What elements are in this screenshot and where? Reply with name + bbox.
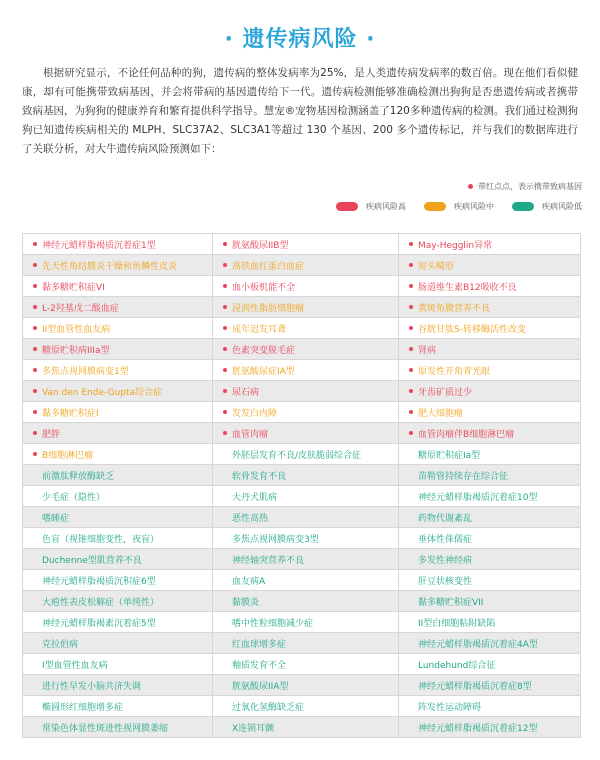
disease-name: 胱氨酸尿IIB型 bbox=[232, 240, 289, 251]
disease-cell-content bbox=[33, 700, 212, 713]
legend-label-mid: 疾病风险中 bbox=[454, 202, 494, 211]
table-row bbox=[23, 717, 581, 738]
table-row bbox=[23, 465, 581, 486]
disease-name: 肾病 bbox=[418, 345, 437, 356]
disease-cell-content bbox=[223, 700, 398, 713]
disease-name: 高铁血红蛋白血症 bbox=[232, 261, 305, 272]
disease-name: L-2羟基戊二酸血症 bbox=[42, 303, 119, 314]
disease-cell-content bbox=[33, 385, 212, 398]
disease-name: 少毛症（隐性） bbox=[42, 492, 106, 503]
disease-cell bbox=[399, 654, 581, 675]
table-row bbox=[23, 612, 581, 633]
disease-cell-content bbox=[409, 637, 580, 650]
table-row bbox=[23, 255, 581, 276]
table-row bbox=[23, 444, 581, 465]
disease-cell-content bbox=[33, 574, 212, 587]
disease-name: 嗜中性粒细胞减少症 bbox=[232, 618, 314, 629]
disease-cell-content bbox=[223, 238, 398, 251]
disease-cell bbox=[23, 696, 213, 717]
disease-cell-content bbox=[33, 406, 212, 419]
disease-name: 糖原贮积症Ia型 bbox=[418, 450, 481, 461]
disease-name: Duchenne型肌营养不良 bbox=[42, 555, 142, 566]
legend-item-high bbox=[336, 201, 406, 212]
disease-name: 胱氨酸尿症IA型 bbox=[232, 366, 295, 377]
carrier-dot-icon bbox=[409, 305, 413, 309]
disease-cell bbox=[399, 612, 581, 633]
disease-cell bbox=[399, 381, 581, 402]
table-row bbox=[23, 318, 581, 339]
disease-cell-content bbox=[33, 469, 212, 482]
carrier-dot-icon bbox=[33, 305, 37, 309]
disease-cell bbox=[213, 717, 399, 738]
disease-cell-content bbox=[409, 490, 580, 503]
disease-cell-content bbox=[33, 238, 212, 251]
disease-cell-content bbox=[33, 553, 212, 566]
disease-name: 多焦点视网膜病变1型 bbox=[42, 366, 129, 377]
carrier-dot-icon bbox=[409, 284, 413, 288]
disease-cell bbox=[23, 612, 213, 633]
disease-cell-content bbox=[409, 574, 580, 587]
legend-swatch-low bbox=[512, 202, 534, 211]
disease-name: 椭圆形红细胞增多症 bbox=[42, 702, 124, 713]
disease-cell-content bbox=[223, 595, 398, 608]
disease-name: Lundehund综合征 bbox=[418, 660, 496, 671]
disease-name: Van den Ende-Gupta综合症 bbox=[42, 387, 163, 398]
disease-cell-content bbox=[409, 259, 580, 272]
disease-cell bbox=[399, 696, 581, 717]
disease-cell-content bbox=[33, 679, 212, 692]
risk-legend bbox=[336, 201, 582, 212]
disease-cell-content bbox=[223, 301, 398, 314]
disease-name: II型白细胞粘附缺陷 bbox=[418, 618, 496, 629]
disease-name: 阵发性运动障碍 bbox=[418, 702, 482, 713]
disease-cell-content bbox=[223, 658, 398, 671]
disease-cell bbox=[399, 675, 581, 696]
disease-cell bbox=[213, 381, 399, 402]
intro-paragraph: 根据研究显示，不论任何品种的狗，遗传病的整体发病率为25%，是人类遗传病发病率的数百倍。现在他们看似健康，却有可能携带致病基因，并会将带病的基因遗传给下一代。遗传病检测能够准确检测出狗狗是否患遗传病或者携带致病基因，为狗狗的健康养育和繁育提供科学指导。慧宠®宠物基因检测涵盖了120多种遗传病的检测。我们通过检测狗狗已知遗传疾病相关的 MLPH、SLC37A2、SLC3A1等超过 130 个基因、200 多个遗传标记，并与我们的数据库进行了关联分析，对大牛遗传病风险预测如下： bbox=[22, 67, 578, 155]
disease-cell bbox=[399, 234, 581, 255]
disease-cell-content bbox=[223, 679, 398, 692]
disease-cell bbox=[399, 717, 581, 738]
disease-cell-content bbox=[409, 322, 580, 335]
disease-cell bbox=[399, 402, 581, 423]
disease-name: 尿石病 bbox=[232, 387, 260, 398]
page-title: · 遗传病风险 · bbox=[224, 27, 376, 52]
carrier-dot-icon bbox=[223, 326, 227, 330]
disease-cell bbox=[213, 297, 399, 318]
table-row bbox=[23, 675, 581, 696]
table-row bbox=[23, 486, 581, 507]
disease-cell bbox=[399, 255, 581, 276]
carrier-dot-icon bbox=[223, 431, 227, 435]
carrier-dot-icon bbox=[409, 347, 413, 351]
legend-item-mid bbox=[424, 201, 494, 212]
disease-cell bbox=[23, 549, 213, 570]
disease-name: 垂体性侏儒症 bbox=[418, 534, 473, 545]
table-row bbox=[23, 297, 581, 318]
disease-cell-content bbox=[409, 343, 580, 356]
disease-cell bbox=[23, 444, 213, 465]
disease-cell bbox=[23, 255, 213, 276]
disease-cell-content bbox=[223, 721, 398, 734]
carrier-dot-icon bbox=[33, 242, 37, 246]
disease-cell bbox=[23, 276, 213, 297]
disease-name: 神经元蜡样脂褐质沉着症1型 bbox=[42, 240, 156, 251]
disease-cell-content bbox=[409, 595, 580, 608]
disease-name: 嗜睡症 bbox=[42, 513, 70, 524]
disease-cell bbox=[399, 276, 581, 297]
disease-name: May-Hegglin异常 bbox=[418, 240, 493, 251]
disease-cell bbox=[399, 360, 581, 381]
disease-cell-content bbox=[33, 343, 212, 356]
disease-cell bbox=[23, 591, 213, 612]
disease-name: X连锁耳颤 bbox=[232, 723, 275, 734]
disease-name: I型血管性血友病 bbox=[42, 660, 108, 671]
disease-name: 谷胱甘肽S-转移酶活性改变 bbox=[418, 324, 526, 335]
legend-label-low: 疾病风险低 bbox=[542, 202, 582, 211]
disease-name: II型血管性血友病 bbox=[42, 324, 111, 335]
table-row bbox=[23, 339, 581, 360]
disease-cell bbox=[23, 318, 213, 339]
disease-name: 大丹犬肌病 bbox=[232, 492, 278, 503]
disease-name: 原发性开角青光眼 bbox=[418, 366, 491, 377]
carrier-note bbox=[468, 181, 582, 192]
disease-name: 成年迟发耳聋 bbox=[232, 324, 287, 335]
disease-cell bbox=[23, 234, 213, 255]
disease-cell bbox=[23, 654, 213, 675]
table-row bbox=[23, 591, 581, 612]
disease-name: 短头畸形 bbox=[418, 261, 455, 272]
disease-cell bbox=[399, 297, 581, 318]
disease-cell bbox=[23, 570, 213, 591]
disease-name: 血小板机能不全 bbox=[232, 282, 296, 293]
carrier-dot-icon bbox=[33, 284, 37, 288]
disease-name: 前激肽释放酶缺乏 bbox=[42, 471, 115, 482]
table-row bbox=[23, 633, 581, 654]
disease-cell bbox=[399, 444, 581, 465]
disease-cell-content bbox=[33, 616, 212, 629]
disease-name: 苗勒管持续存在综合征 bbox=[418, 471, 509, 482]
disease-cell-content bbox=[33, 364, 212, 377]
disease-name: 红血球增多症 bbox=[232, 639, 287, 650]
carrier-dot-icon bbox=[223, 410, 227, 414]
disease-cell bbox=[213, 444, 399, 465]
disease-name: B细胞淋巴瘤 bbox=[42, 450, 94, 461]
disease-cell bbox=[213, 675, 399, 696]
carrier-dot-icon bbox=[409, 368, 413, 372]
disease-cell-content bbox=[223, 322, 398, 335]
disease-cell bbox=[23, 423, 213, 444]
disease-name: 常染色体显性斑进性视网膜萎缩 bbox=[42, 723, 169, 734]
disease-name: 釉质发育不全 bbox=[232, 660, 287, 671]
table-row bbox=[23, 696, 581, 717]
legend-swatch-high bbox=[336, 202, 358, 211]
disease-cell-content bbox=[33, 427, 212, 440]
disease-name: 药物代谢紊乱 bbox=[418, 513, 473, 524]
carrier-dot-icon bbox=[33, 389, 37, 393]
disease-cell bbox=[213, 360, 399, 381]
disease-cell bbox=[399, 570, 581, 591]
disease-cell-content bbox=[409, 448, 580, 461]
disease-cell bbox=[399, 465, 581, 486]
disease-cell bbox=[213, 507, 399, 528]
disease-name: 胱氨酸尿IIA型 bbox=[232, 681, 289, 692]
disease-risk-table bbox=[22, 233, 581, 738]
disease-cell bbox=[399, 549, 581, 570]
carrier-dot-icon bbox=[33, 263, 37, 267]
disease-cell bbox=[213, 612, 399, 633]
disease-name: 血友病A bbox=[232, 576, 266, 587]
disease-cell bbox=[399, 423, 581, 444]
legend-item-low bbox=[512, 201, 582, 212]
disease-name: 血管肉瘤 bbox=[232, 429, 269, 440]
disease-name: 神经元蜡样脂褐质沉着症10型 bbox=[418, 492, 538, 503]
disease-cell-content bbox=[33, 490, 212, 503]
disease-name: 神经元蜡样脂褐质沉积症6型 bbox=[42, 576, 156, 587]
disease-cell-content bbox=[223, 280, 398, 293]
disease-cell-content bbox=[223, 553, 398, 566]
carrier-dot-icon bbox=[33, 326, 37, 330]
disease-name: 先天性角结膜炎干燥和鱼鳞性皮炎 bbox=[42, 261, 178, 272]
disease-name: 多焦点视网膜病变3型 bbox=[232, 534, 319, 545]
disease-cell bbox=[23, 360, 213, 381]
table-row bbox=[23, 507, 581, 528]
disease-name: 糖原贮积病IIIa型 bbox=[42, 345, 110, 356]
disease-cell-content bbox=[33, 595, 212, 608]
disease-cell bbox=[213, 528, 399, 549]
table-row bbox=[23, 360, 581, 381]
disease-cell-content bbox=[223, 490, 398, 503]
disease-cell-content bbox=[409, 658, 580, 671]
carrier-dot-icon bbox=[33, 347, 37, 351]
disease-cell-content bbox=[223, 385, 398, 398]
carrier-dot-icon bbox=[33, 368, 37, 372]
disease-cell-content bbox=[409, 721, 580, 734]
carrier-dot-icon bbox=[223, 242, 227, 246]
carrier-dot-icon bbox=[33, 452, 37, 456]
disease-cell-content bbox=[223, 532, 398, 545]
disease-name: 浸润性脂肪细胞瘤 bbox=[232, 303, 305, 314]
carrier-dot-icon bbox=[223, 347, 227, 351]
disease-name: 肠道维生素B12吸收不良 bbox=[418, 282, 517, 293]
disease-name: 色盲（视锥细胞变性，夜盲） bbox=[42, 534, 160, 545]
disease-name: 黏多糖贮积症VI bbox=[42, 282, 105, 293]
disease-name: 肥大细胞瘤 bbox=[418, 408, 464, 419]
disease-cell bbox=[23, 402, 213, 423]
disease-cell-content bbox=[223, 364, 398, 377]
disease-cell bbox=[399, 486, 581, 507]
disease-cell-content bbox=[33, 637, 212, 650]
table-row bbox=[23, 276, 581, 297]
disease-name: 肥胖 bbox=[42, 429, 61, 440]
disease-cell bbox=[399, 528, 581, 549]
table-row bbox=[23, 528, 581, 549]
disease-cell bbox=[23, 381, 213, 402]
disease-cell bbox=[23, 528, 213, 549]
disease-cell bbox=[399, 339, 581, 360]
disease-risk-table-body bbox=[23, 234, 581, 738]
disease-name: 肝豆状核变性 bbox=[418, 576, 473, 587]
carrier-dot-icon bbox=[409, 410, 413, 414]
disease-cell-content bbox=[223, 427, 398, 440]
disease-name: 过氧化氢酶缺乏症 bbox=[232, 702, 305, 713]
carrier-dot-icon bbox=[223, 263, 227, 267]
disease-cell-content bbox=[409, 511, 580, 524]
disease-cell bbox=[213, 276, 399, 297]
carrier-dot-icon bbox=[409, 242, 413, 246]
disease-cell-content bbox=[409, 427, 580, 440]
disease-name: 血管肉瘤伴B细胞淋巴瘤 bbox=[418, 429, 515, 440]
carrier-note-text: 带红点点，表示携带致病基因 bbox=[478, 182, 582, 191]
disease-cell-content bbox=[223, 616, 398, 629]
carrier-dot-icon bbox=[223, 284, 227, 288]
table-row bbox=[23, 570, 581, 591]
disease-cell-content bbox=[409, 469, 580, 482]
disease-cell-content bbox=[409, 301, 580, 314]
disease-name: 大疱性表皮松解症（单纯性） bbox=[42, 597, 160, 608]
disease-cell-content bbox=[33, 301, 212, 314]
disease-cell-content bbox=[223, 469, 398, 482]
disease-cell-content bbox=[409, 280, 580, 293]
carrier-dot-icon bbox=[409, 263, 413, 267]
disease-name: 进行性早发小脑共济失调 bbox=[42, 681, 142, 692]
disease-cell-content bbox=[409, 406, 580, 419]
disease-cell-content bbox=[33, 511, 212, 524]
disease-cell-content bbox=[409, 364, 580, 377]
disease-cell bbox=[213, 234, 399, 255]
disease-name: 克拉伯病 bbox=[42, 639, 79, 650]
disease-cell-content bbox=[409, 679, 580, 692]
disease-cell bbox=[213, 423, 399, 444]
red-dot-icon bbox=[468, 184, 473, 189]
disease-cell bbox=[213, 486, 399, 507]
disease-cell bbox=[213, 591, 399, 612]
disease-name: 发发白内障 bbox=[232, 408, 278, 419]
carrier-dot-icon bbox=[33, 410, 37, 414]
table-row bbox=[23, 423, 581, 444]
disease-cell bbox=[23, 486, 213, 507]
disease-name: 神经元蜡样脂褐质沉着症8型 bbox=[418, 681, 532, 692]
disease-cell bbox=[23, 633, 213, 654]
disease-cell bbox=[23, 717, 213, 738]
carrier-dot-icon bbox=[409, 431, 413, 435]
carrier-dot-icon bbox=[223, 368, 227, 372]
disease-name: 外胚层发育不良/皮肤脆弱综合征 bbox=[232, 450, 362, 461]
disease-name: 色素突变脱毛症 bbox=[232, 345, 296, 356]
disease-name: 神经元蜡样脂褐质沉着症4A型 bbox=[418, 639, 538, 650]
disease-name: 恶性高热 bbox=[232, 513, 269, 524]
legend-swatch-mid bbox=[424, 202, 446, 211]
disease-cell-content bbox=[33, 532, 212, 545]
disease-cell bbox=[213, 570, 399, 591]
disease-cell-content bbox=[409, 700, 580, 713]
table-row bbox=[23, 549, 581, 570]
disease-cell bbox=[213, 318, 399, 339]
disease-cell bbox=[399, 633, 581, 654]
disease-cell-content bbox=[223, 343, 398, 356]
disease-name: 牙齿矿质过少 bbox=[418, 387, 473, 398]
disease-cell bbox=[23, 675, 213, 696]
disease-cell bbox=[213, 255, 399, 276]
disease-cell-content bbox=[409, 616, 580, 629]
disease-cell bbox=[213, 549, 399, 570]
disease-name: 黏膜炎 bbox=[232, 597, 260, 608]
disease-cell-content bbox=[409, 532, 580, 545]
disease-cell bbox=[213, 654, 399, 675]
disease-cell-content bbox=[33, 721, 212, 734]
carrier-dot-icon bbox=[223, 305, 227, 309]
disease-name: 神经元蜡样脂褐素沉着症5型 bbox=[42, 618, 156, 629]
table-row bbox=[23, 402, 581, 423]
carrier-dot-icon bbox=[33, 431, 37, 435]
disease-cell bbox=[23, 297, 213, 318]
disease-cell bbox=[399, 591, 581, 612]
disease-name: 软骨发育不良 bbox=[232, 471, 287, 482]
disease-cell-content bbox=[33, 280, 212, 293]
disease-name: 黏多糖贮积症I bbox=[42, 408, 99, 419]
disease-cell-content bbox=[223, 511, 398, 524]
table-row bbox=[23, 654, 581, 675]
disease-cell bbox=[399, 507, 581, 528]
disease-cell-content bbox=[223, 259, 398, 272]
disease-cell-content bbox=[409, 385, 580, 398]
disease-cell bbox=[213, 633, 399, 654]
carrier-dot-icon bbox=[409, 326, 413, 330]
disease-cell-content bbox=[223, 574, 398, 587]
disease-name: 多发性神经病 bbox=[418, 555, 473, 566]
disease-name: 黄斑角膜营养不良 bbox=[418, 303, 491, 314]
disease-cell bbox=[213, 339, 399, 360]
carrier-dot-icon bbox=[409, 389, 413, 393]
disease-cell bbox=[23, 465, 213, 486]
disease-cell-content bbox=[409, 553, 580, 566]
disease-cell bbox=[213, 465, 399, 486]
disease-cell-content bbox=[33, 322, 212, 335]
disease-cell bbox=[23, 339, 213, 360]
disease-cell bbox=[213, 402, 399, 423]
disease-cell-content bbox=[223, 406, 398, 419]
disease-cell bbox=[399, 318, 581, 339]
disease-name: 神经轴突营养不良 bbox=[232, 555, 305, 566]
disease-cell bbox=[23, 507, 213, 528]
disease-cell bbox=[213, 696, 399, 717]
disease-cell-content bbox=[223, 448, 398, 461]
disease-cell-content bbox=[33, 448, 212, 461]
disease-name: 神经元蜡样脂褐质沉着症12型 bbox=[418, 723, 538, 734]
disease-name: 黏多糖贮积症VII bbox=[418, 597, 484, 608]
table-row bbox=[23, 234, 581, 255]
legend-label-high: 疾病风险高 bbox=[366, 202, 406, 211]
disease-cell-content bbox=[33, 658, 212, 671]
carrier-dot-icon bbox=[223, 389, 227, 393]
disease-cell-content bbox=[409, 238, 580, 251]
table-row bbox=[23, 381, 581, 402]
disease-cell-content bbox=[223, 637, 398, 650]
disease-cell-content bbox=[33, 259, 212, 272]
